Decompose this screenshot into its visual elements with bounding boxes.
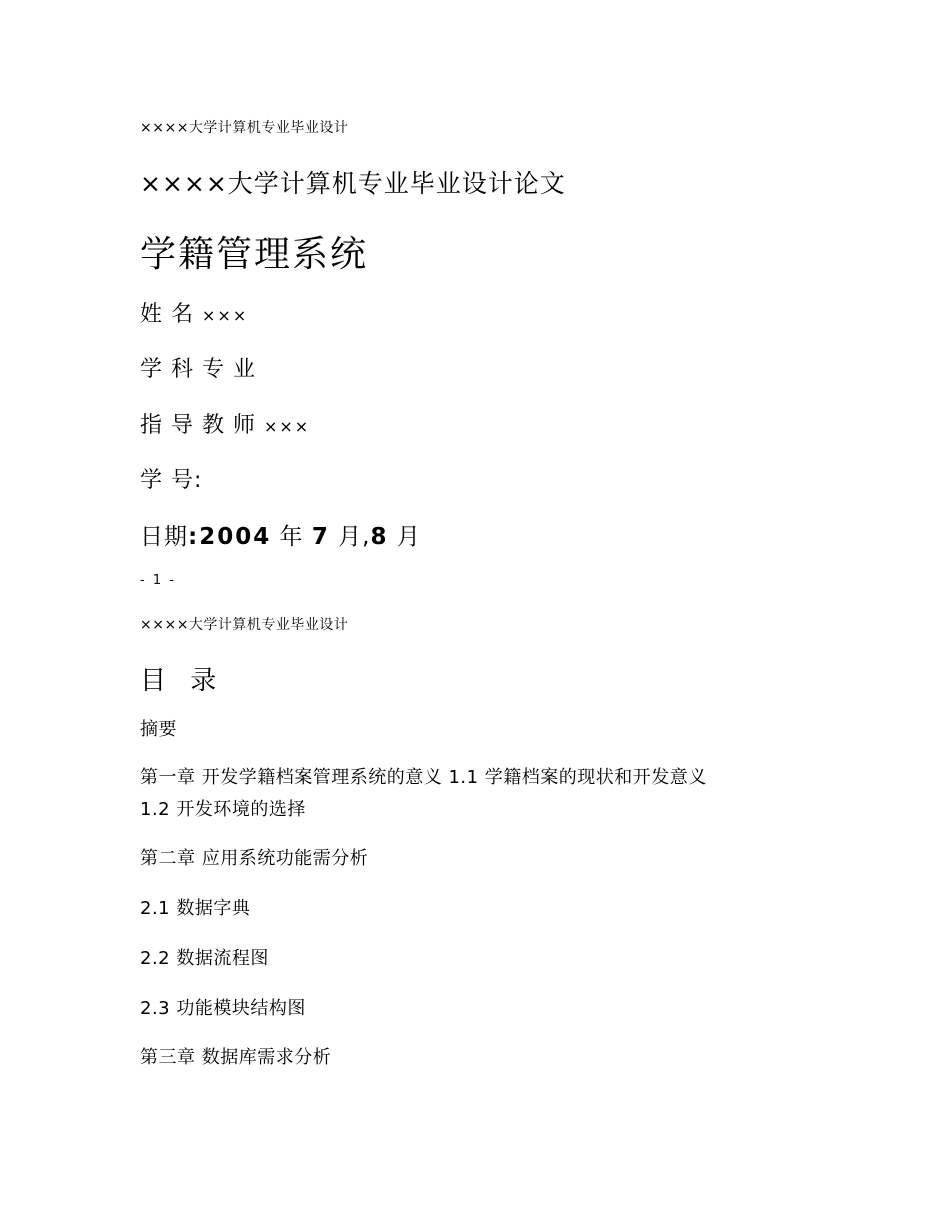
date-month2-unit: 月 bbox=[396, 524, 421, 550]
thesis-title: 学籍管理系统 bbox=[140, 234, 369, 275]
name-row bbox=[140, 297, 248, 328]
running-header-2: ××××大学计算机专业毕业设计 bbox=[140, 617, 349, 633]
date-colon: : bbox=[188, 524, 200, 550]
toc-title: 目 录 bbox=[140, 666, 225, 696]
toc-item-chapter1: 第一章 开发学籍档案管理系统的意义 1.1 学籍档案的现状和开发意义 bbox=[140, 767, 707, 788]
date-label: 日期 bbox=[140, 524, 188, 550]
date-month1-unit: 月, bbox=[338, 524, 371, 550]
toc-item-chapter3: 第三章 数据库需求分析 bbox=[140, 1047, 332, 1068]
advisor-value: ××× bbox=[263, 417, 311, 436]
date-month2: 8 bbox=[370, 524, 389, 550]
name-label: 姓 名 bbox=[140, 302, 194, 327]
advisor-row bbox=[140, 408, 310, 439]
major-row bbox=[140, 352, 256, 383]
advisor-label: 指 导 教 师 bbox=[140, 413, 256, 438]
date-row bbox=[140, 518, 421, 551]
toc-item-chapter2: 第二章 应用系统功能需分析 bbox=[140, 848, 369, 869]
page-number: - 1 - bbox=[140, 573, 176, 588]
student-id-row bbox=[140, 463, 202, 494]
running-header: ××××大学计算机专业毕业设计 bbox=[140, 120, 349, 136]
toc-item-2-3: 2.3 功能模块结构图 bbox=[140, 998, 306, 1019]
toc-item-abstract: 摘要 bbox=[140, 719, 177, 740]
toc-item-chapter1-cont: 1.2 开发环境的选择 bbox=[140, 799, 306, 820]
toc-item-2-1: 2.1 数据字典 bbox=[140, 898, 251, 919]
name-value: ××× bbox=[202, 306, 249, 325]
toc-item-2-2: 2.2 数据流程图 bbox=[140, 948, 269, 969]
date-month1: 7 bbox=[311, 524, 330, 550]
date-year-unit: 年 bbox=[279, 524, 304, 550]
thesis-subtitle: ××××大学计算机专业毕业设计论文 bbox=[140, 169, 566, 198]
major-label: 学 科 专 业 bbox=[140, 357, 256, 382]
date-year: 2004 bbox=[199, 524, 272, 550]
student-id-label: 学 号: bbox=[140, 468, 203, 493]
